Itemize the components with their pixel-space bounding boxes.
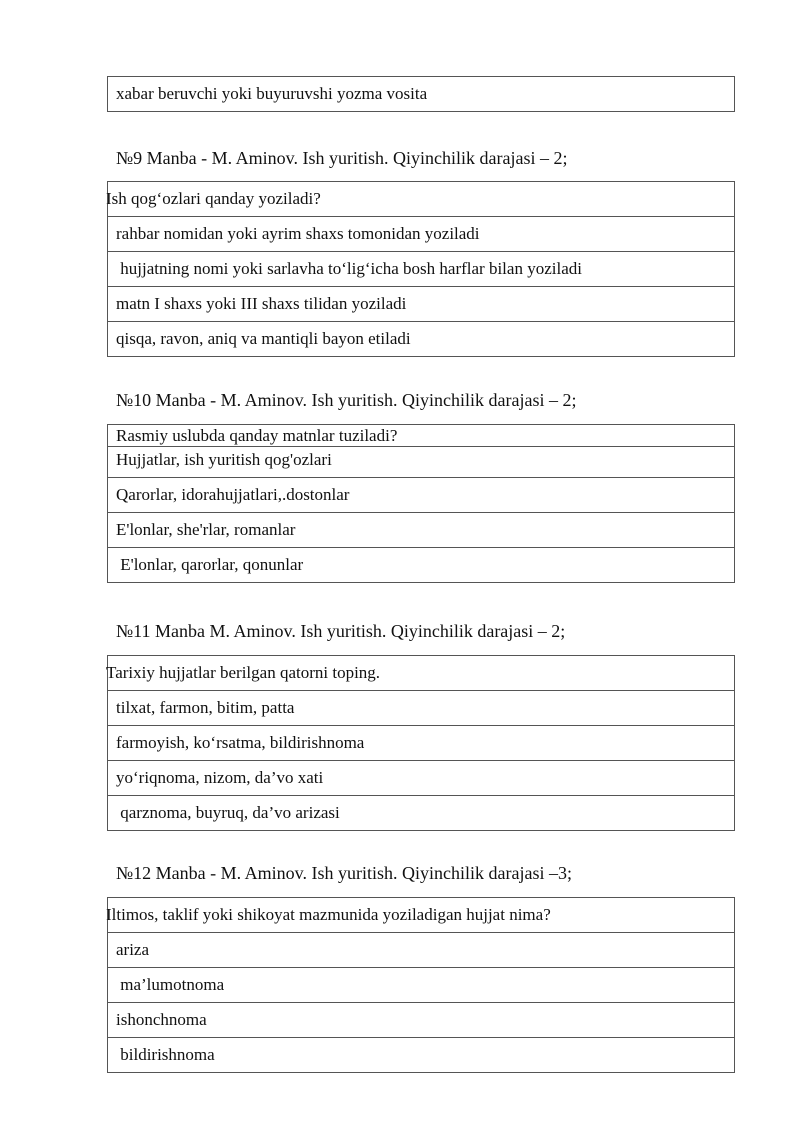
question-heading-10: №10 Manba - M. Aminov. Ish yuritish. Qiyinchilik darajasi – 2; (116, 390, 577, 410)
question-label: Iltimos, taklif yoki shikoyat mazmunida yoziladigan hujjat nima? (106, 905, 551, 924)
answer-option: Qarorlar, idorahujjatlari,.dostonlar (108, 477, 734, 512)
answer-option: rahbar nomidan yoki ayrim shaxs tomonidan yoziladi (108, 216, 734, 251)
answer-option: ariza (108, 932, 734, 967)
question-table-11 (107, 655, 735, 831)
answer-option: qisqa, ravon, aniq va mantiqli bayon etiladi (108, 321, 734, 356)
question-label: Tarixiy hujjatlar berilgan qatorni toping. (106, 663, 381, 682)
answer-option: bildirishnoma (108, 1037, 734, 1072)
question-heading-11: №11 Manba M. Aminov. Ish yuritish. Qiyinchilik darajasi – 2; (116, 621, 566, 641)
answer-option: ishonchnoma (108, 1002, 734, 1037)
question-table-9 (107, 181, 735, 357)
question-label: Ish qog‘ozlari qanday yoziladi? (106, 189, 321, 208)
answer-option: ma’lumotnoma (108, 967, 734, 1002)
answer-option: tilxat, farmon, bitim, patta (108, 690, 734, 725)
question-text (108, 182, 734, 216)
question-table-10 (107, 424, 735, 583)
answer-option: Hujjatlar, ish yuritish qog'ozlari (108, 446, 734, 477)
answer-option: yo‘riqnoma, nizom, da’vo xati (108, 760, 734, 795)
answer-option: xabar beruvchi yoki buyuruvshi yozma vosita (116, 84, 428, 103)
question-text: Rasmiy uslubda qanday matnlar tuziladi? (116, 426, 398, 445)
question-text (108, 656, 734, 690)
answer-option: hujjatning nomi yoki sarlavha to‘lig‘icha bosh harflar bilan yoziladi (108, 251, 734, 286)
question-text (108, 898, 734, 932)
answer-option: E'lonlar, qarorlar, qonunlar (108, 547, 734, 582)
answer-option: qarznoma, buyruq, da’vo arizasi (108, 795, 734, 830)
answer-option: E'lonlar, she'rlar, romanlar (108, 512, 734, 547)
question-heading-12: №12 Manba - M. Aminov. Ish yuritish. Qiyinchilik darajasi –3; (116, 863, 572, 883)
question-heading-9: №9 Manba - M. Aminov. Ish yuritish. Qiyinchilik darajasi – 2; (116, 148, 568, 168)
answer-option: farmoyish, ko‘rsatma, bildirishnoma (108, 725, 734, 760)
question-table-12 (107, 897, 735, 1073)
answer-table-prev (107, 76, 735, 112)
answer-option: matn I shaxs yoki III shaxs tilidan yoziladi (108, 286, 734, 321)
